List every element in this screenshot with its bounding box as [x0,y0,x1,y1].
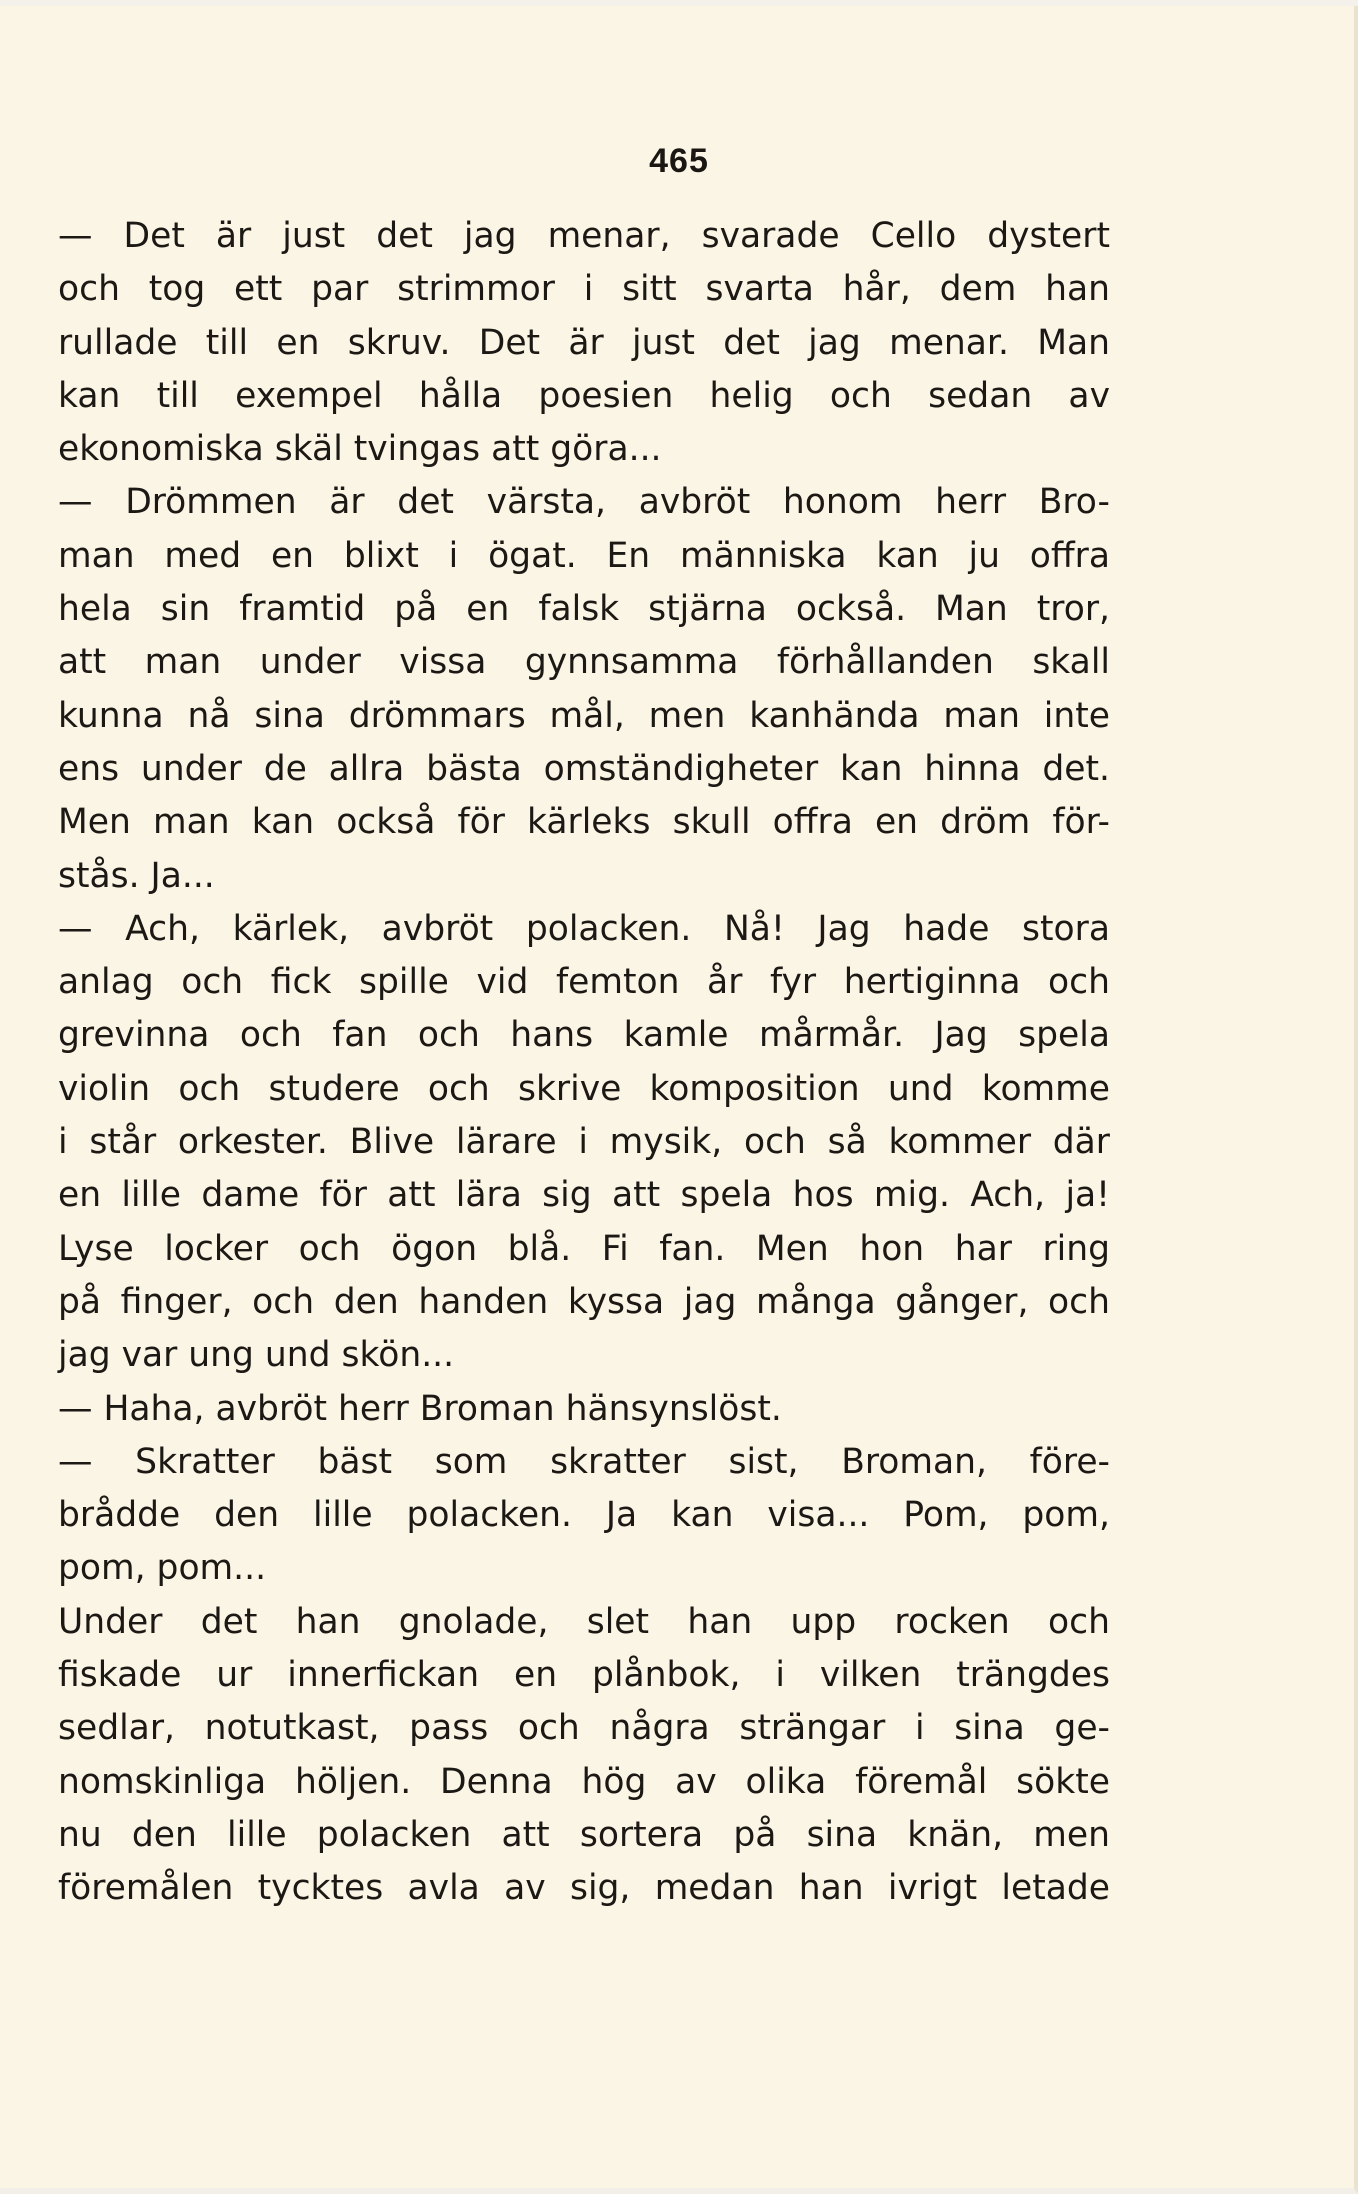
text-line: — Ach, kärlek, avbröt polacken. Nå! Jag hade stora [58,908,1110,949]
text-line: Men man kan också för kärleks skull offra en dröm för- [58,802,1110,843]
text-line: anlag och fick spille vid femton år fyr hertiginna och [58,962,1110,1003]
text-line: nomskinliga höljen. Denna hög av olika föremål sökte [58,1761,1110,1802]
text-line: jag var ung und skön... [58,1335,455,1376]
text-line: Under det han gnolade, slet han upp rocken och [58,1601,1110,1642]
text-line: att man under vissa gynnsamma förhållanden skall [58,642,1110,683]
text-line: ekonomiska skäl tvingas att göra... [58,429,662,470]
text-line: kunna nå sina drömmars mål, men kanhända man inte [58,695,1110,736]
text-line: Lyse locker och ögon blå. Fi fan. Men hon har ring [58,1228,1110,1269]
page-top-edge [0,0,1358,6]
text-line: — Drömmen är det värsta, avbröt honom herr Bro- [58,482,1110,523]
text-line: pom, pom... [58,1548,267,1589]
text-line: violin och studere och skrive komposition und komme [58,1068,1110,1109]
text-line: ens under de allra bästa omständigheter kan hinna det. [58,748,1110,789]
text-line: grevinna och fan och hans kamle mårmår. Jag spela [58,1015,1110,1056]
text-line: rullade till en skruv. Det är just det jag menar. Man [58,322,1110,363]
text-line: i står orkester. Blive lärare i mysik, och så kommer där [58,1122,1110,1163]
text-line: — Det är just det jag menar, svarade Cello dystert [58,216,1110,256]
text-line: en lille dame för att lära sig att spela hos mig. Ach, ja! [58,1175,1110,1216]
text-line: fiskade ur innerfickan en plånbok, i vilken trängdes [58,1655,1110,1696]
text-line: nu den lille polacken att sortera på sina knän, men [58,1814,1110,1855]
text-line: kan till exempel hålla poesien helig och sedan av [58,375,1110,416]
body-text [58,210,1110,1916]
page-number: 465 [649,142,709,180]
text-line: stås. Ja... [58,855,215,896]
text-line: brådde den lille polacken. Ja kan visa... Pom, pom, [58,1495,1110,1536]
text-line: man med en blixt i ögat. En människa kan ju offra [58,535,1110,576]
text-line: föremålen tycktes avla av sig, medan han ivrigt letade [58,1868,1110,1909]
text-line: — Haha, avbröt herr Broman hänsynslöst. [58,1388,782,1429]
text-line: på finger, och den handen kyssa jag många gånger, och [58,1281,1110,1322]
text-line: — Skratter bäst som skratter sist, Broman, före- [58,1441,1110,1482]
text-line: och tog ett par strimmor i sitt svarta hår, dem han [58,269,1110,310]
text-line: sedlar, notutkast, pass och några strängar i sina ge- [58,1708,1110,1749]
text-line: hela sin framtid på en falsk stjärna också. Man tror, [58,589,1110,630]
